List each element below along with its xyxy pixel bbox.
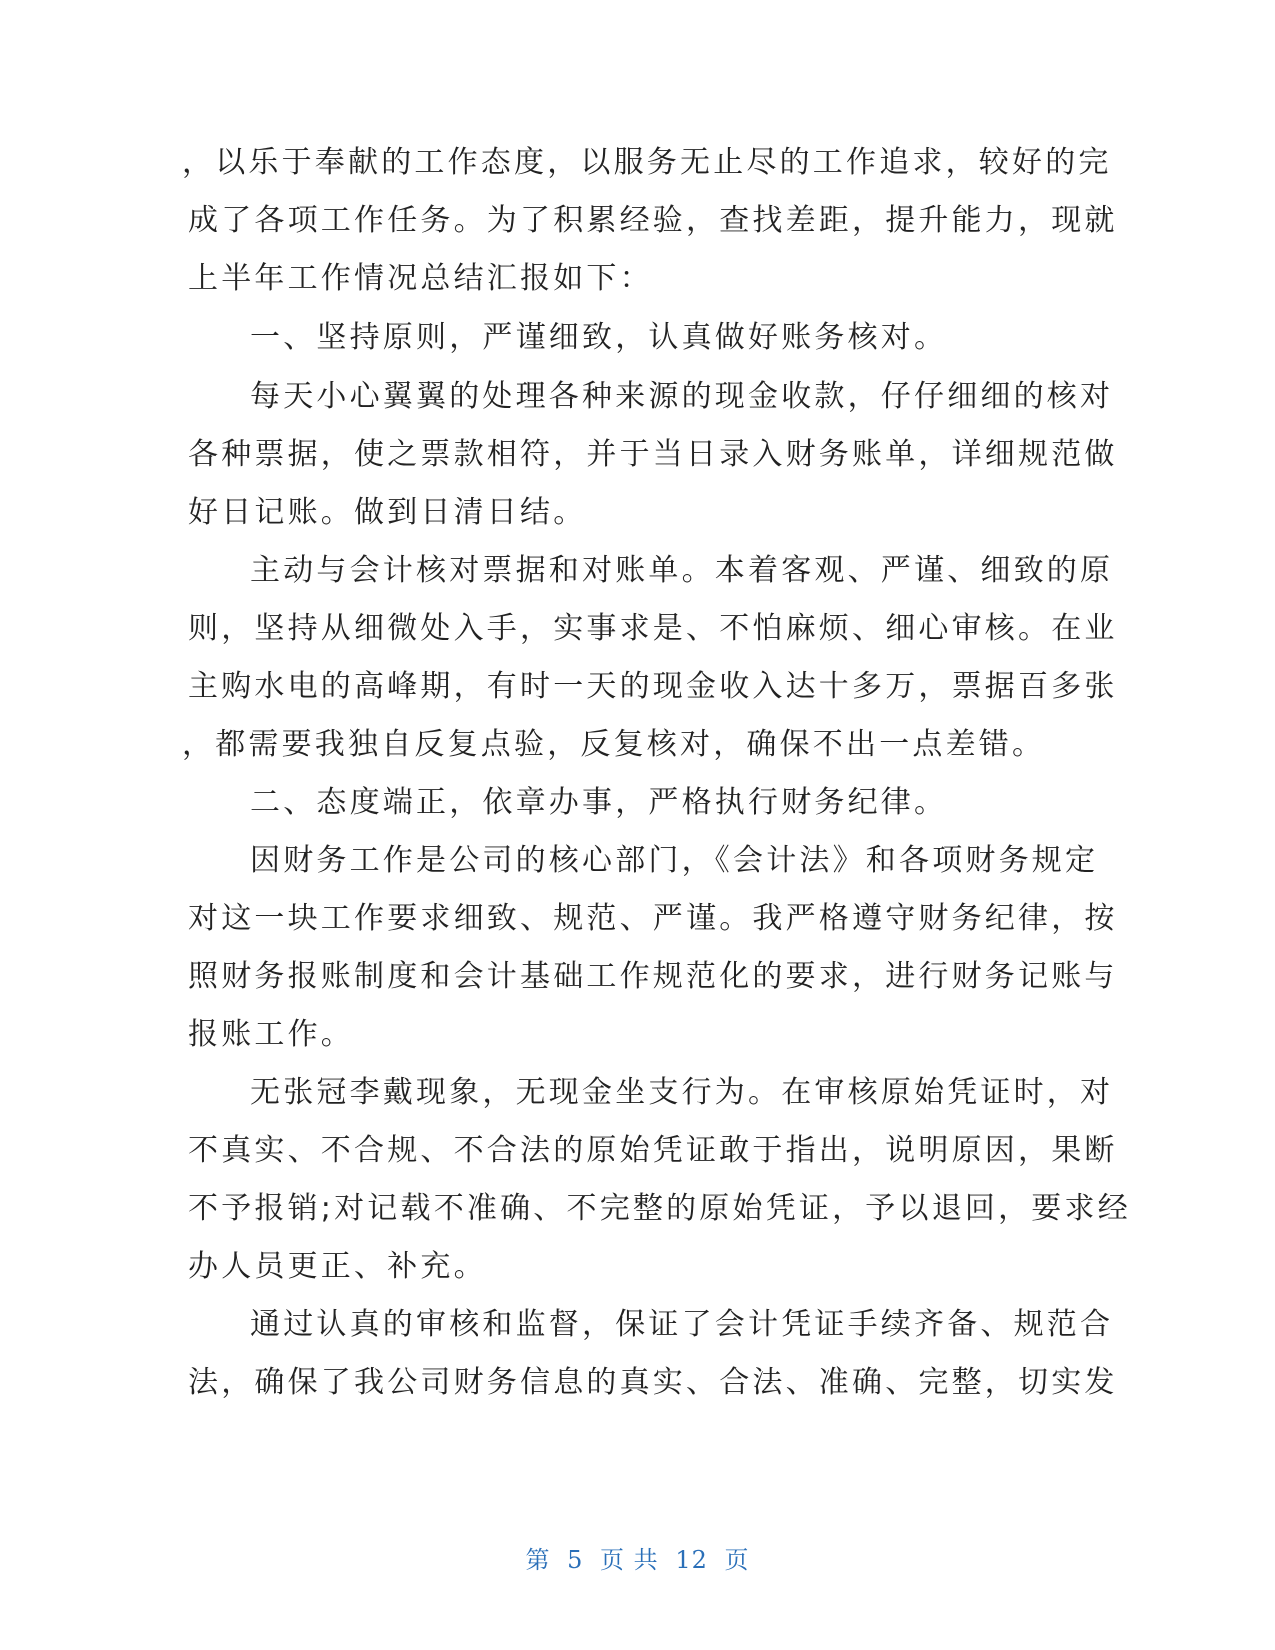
text-line-20: 办人员更正、补充。 — [188, 1249, 487, 1284]
text-line-14: 对这一块工作要求细致、规范、严谨。我严格遵守财务纪律，按 — [188, 901, 1118, 936]
text-line-16: 报账工作。 — [188, 1017, 354, 1052]
footer-suffix: 页 — [724, 1546, 750, 1574]
text-line-5: 每天小心翼翼的处理各种来源的现金收款，仔仔细细的核对 — [250, 379, 1114, 414]
text-line-17: 无张冠李戴现象，无现金坐支行为。在审核原始凭证时，对 — [250, 1075, 1114, 1110]
text-line-6: 各种票据，使之票款相符，并于当日录入财务账单，详细规范做 — [188, 437, 1118, 472]
footer-prefix: 第 — [525, 1546, 551, 1574]
text-line-18: 不真实、不合规、不合法的原始凭证敢于指出，说明原因，果断 — [188, 1133, 1118, 1168]
text-line-1: ，以乐于奉献的工作态度，以服务无止尽的工作追求，较好的完 — [182, 145, 1112, 180]
text-line-8: 主动与会计核对票据和对账单。本着客观、严谨、细致的原 — [250, 553, 1114, 588]
text-line-7: 好日记账。做到日清日结。 — [188, 495, 587, 530]
text-line-2: 成了各项工作任务。为了积累经验，查找差距，提升能力，现就 — [188, 203, 1118, 238]
section-heading-1: 一、坚持原则，严谨细致，认真做好账务核对。 — [250, 320, 948, 355]
text-line-15: 照财务报账制度和会计基础工作规范化的要求，进行财务记账与 — [188, 959, 1118, 994]
text-line-22: 法，确保了我公司财务信息的真实、合法、准确、完整，切实发 — [188, 1365, 1118, 1400]
text-line-10: 主购水电的高峰期，有时一天的现金收入达十多万，票据百多张 — [188, 669, 1118, 704]
footer-current-page: 5 — [567, 1546, 584, 1574]
text-line-9: 则，坚持从细微处入手，实事求是、不怕麻烦、细心审核。在业 — [188, 611, 1118, 646]
footer-mid: 页 共 — [600, 1546, 659, 1574]
text-line-19: 不予报销;对记载不准确、不完整的原始凭证，予以退回，要求经 — [188, 1191, 1131, 1226]
page-footer — [0, 1540, 1275, 1575]
text-line-21: 通过认真的审核和监督，保证了会计凭证手续齐备、规范合 — [250, 1307, 1114, 1342]
text-line-3: 上半年工作情况总结汇报如下： — [188, 261, 653, 296]
footer-total-pages: 12 — [675, 1546, 708, 1574]
text-line-13: 因财务工作是公司的核心部门，《会计法》和各项财务规定 — [250, 843, 1099, 878]
section-heading-2: 二、态度端正，依章办事，严格执行财务纪律。 — [250, 785, 948, 820]
text-line-11: ，都需要我独自反复点验，反复核对，确保不出一点差错。 — [182, 727, 1046, 762]
